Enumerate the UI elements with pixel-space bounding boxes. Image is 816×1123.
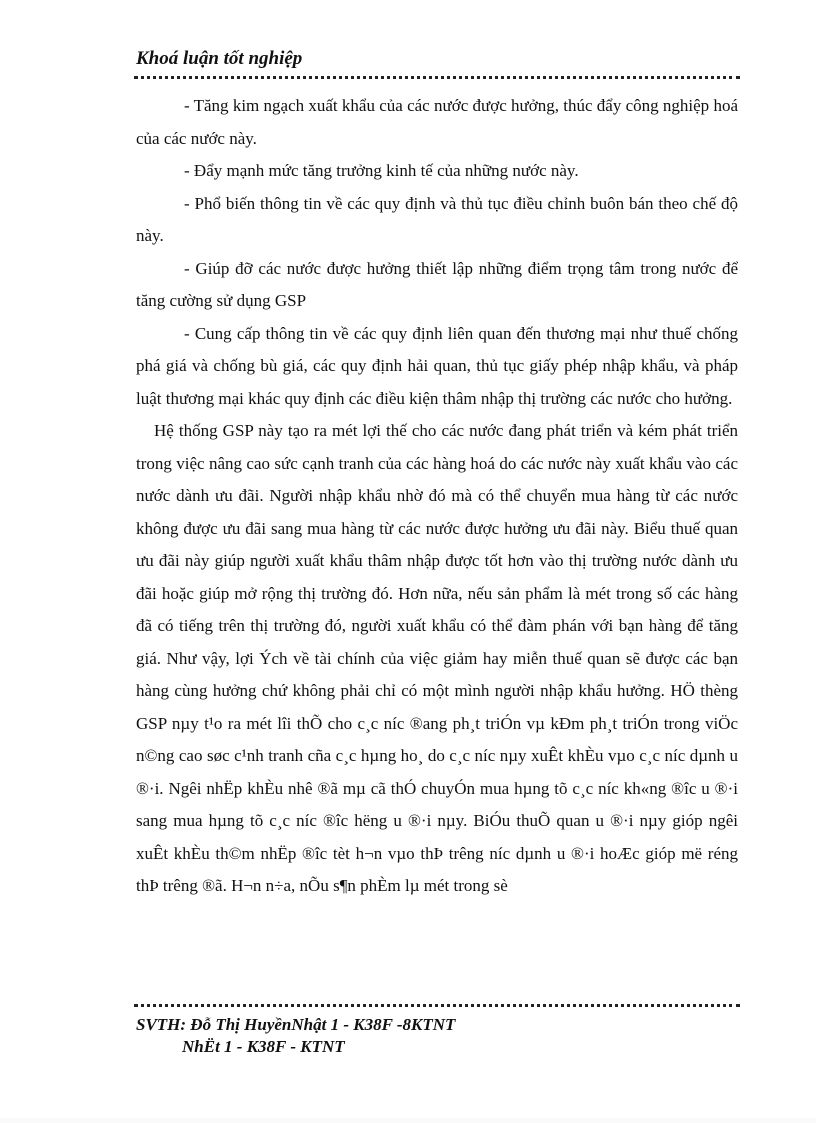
- bullet-item: - Cung cấp thông tin về các quy định liên quan đến thương mại như thuế chống phá giá và chống bù giá, các quy định hải quan, thủ tục giấy phép nhập khẩu, và pháp luật thương mại khác quy định các điều kiện thâm nhập thị trường các nước cho hưởng.: [136, 323, 738, 408]
- page-footer: [136, 1014, 455, 1058]
- page-header-title: Khoá luận tốt nghiệp: [136, 48, 303, 69]
- footer-author-line: SVTH: Đỗ Thị HuyềnNhật 1 - K38F -8KTNT: [136, 1015, 456, 1034]
- paragraph-text: Hệ thống GSP này tạo ra mét lợi thế cho các nước đang phát triển và kém phát triển trong việc nâng cao sức cạnh tranh của các hàng hoá do các nước này xuất khẩu vào các nước dành ưu đãi. Người nhập khẩu nhờ đó mà có thể chuyển mua hàng từ các nước không được ưu đãi sang mua hàng từ các nước được hưởng ưu đãi này. Biểu thuế quan ưu đãi này giúp người xuất khẩu thâm nhập được tốt hơn vào thị trường nước dành ưu đãi hoặc giúp mở rộng thị trường đó. Hơn nữa, nếu sản phẩm là mét trong số các hàng đã có tiếng trên thị trường đó, người xuất khẩu có thể đàm phán với bạn hàng để tăng giá. Như vậy, lợi Ých về tài chính của việc giảm hay miễn thuế quan sẽ được các bạn hàng cùng hưởng chứ không phải chỉ có một mình người nhập khẩu hưởng.: [136, 421, 738, 700]
- page-bottom-edge: [0, 1118, 816, 1123]
- bullet-item: - Đẩy mạnh mức tăng trưởng kinh tế của những nước này.: [184, 161, 579, 180]
- bullet-item: - Tăng kim ngạch xuất khẩu của các nước được hưởng, thúc đẩy công nghiệp hoá của các nước này.: [136, 96, 738, 148]
- bullet-item: - Phổ biến thông tin về các quy định và thủ tục điều chỉnh buôn bán theo chế độ này.: [136, 193, 738, 245]
- document-body: [136, 90, 738, 903]
- header-divider: [134, 76, 740, 79]
- bullet-item: - Giúp đỡ các nước được hưởng thiết lập những điểm trọng tâm trong nước để tăng cường sử dụng GSP: [136, 258, 738, 310]
- garbled-encoding-text: HÖ thèng GSP nµy t¹o ra mét lîi thÕ cho c¸c níc ®ang ph¸t triÓn vµ kÐm ph¸t triÓn trong viÖc n©ng cao søc c¹nh tranh cña c¸c hµng ho¸ do c¸c níc nµy xuÊt khÈu vµo c¸c níc dµnh u ®·i. Ngêi nhËp khÈu nhê ®ã mµ cã thÓ chuyÓn mua hµng tõ c¸c níc kh«ng ®îc u ®·i sang mua hµng tõ c¸c níc ®îc hëng u ®·i nµy. BiÓu thuÕ quan u ®·i nµy gióp ngêi xuÊt khÈu th©m nhËp ®îc tèt h¬n vµo thÞ trêng níc dµnh u ®·i hoÆc gióp më réng thÞ trêng ®ã. H¬n n÷a, nÕu s¶n phÈm lµ mét trong sè: [136, 681, 739, 895]
- footer-class-line: NhËt 1 - K38F - KTNT: [182, 1037, 345, 1056]
- footer-divider: [134, 1004, 740, 1007]
- body-paragraph: [136, 415, 738, 903]
